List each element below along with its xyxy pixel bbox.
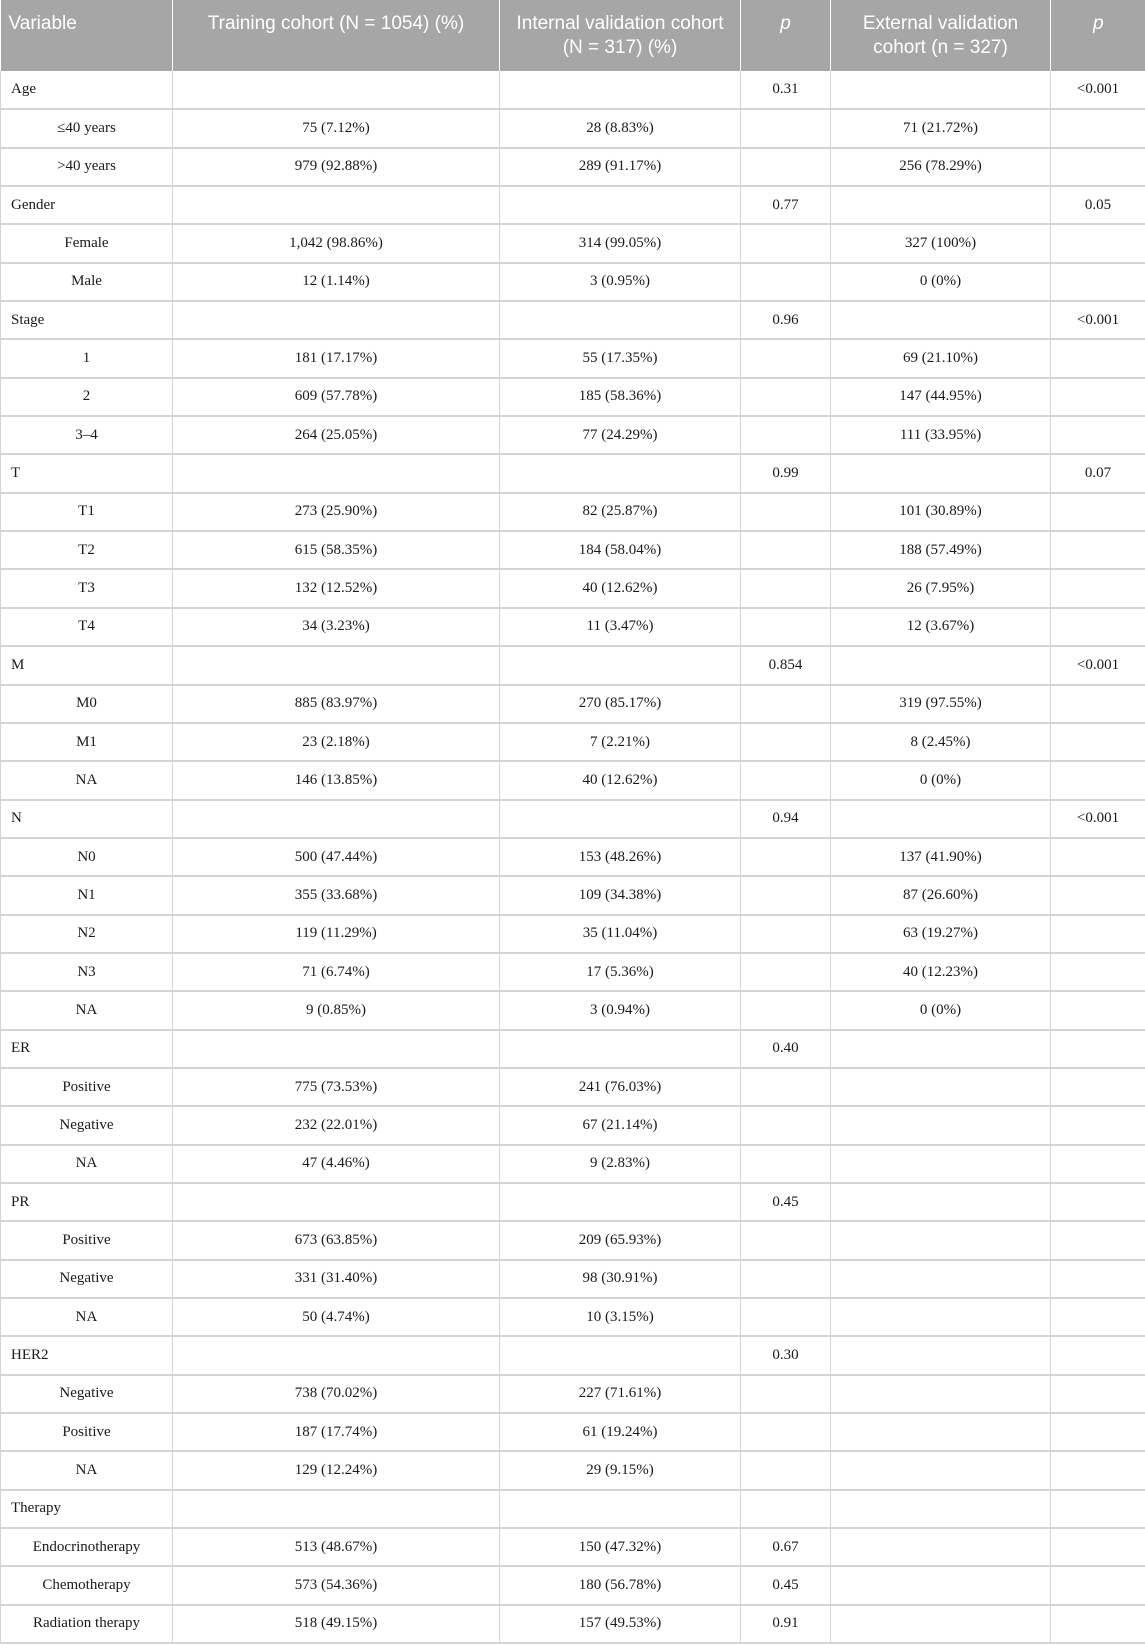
cell-variable: T1 (1, 493, 173, 531)
table-row-category (1, 454, 1145, 492)
table-row (1, 1566, 1145, 1604)
table-row (1, 378, 1145, 416)
cell-variable: Positive (1, 1413, 173, 1451)
cell-external (831, 1413, 1051, 1451)
cell-p-external (1051, 1490, 1145, 1528)
table-row (1, 1413, 1145, 1451)
cell-p-external (1051, 685, 1145, 723)
cell-p-external (1051, 148, 1145, 186)
cell-training: 187 (17.74%) (173, 1413, 500, 1451)
cell-p-internal: 0.67 (741, 1528, 831, 1566)
cell-variable: Negative (1, 1106, 173, 1144)
table-row-category (1, 800, 1145, 838)
table-row (1, 148, 1145, 186)
cell-p-external (1051, 493, 1145, 531)
cell-p-external (1051, 991, 1145, 1029)
cell-external (831, 301, 1051, 339)
table-row (1, 1068, 1145, 1106)
cell-p-internal (741, 915, 831, 953)
cell-p-internal (741, 148, 831, 186)
cell-training: 12 (1.14%) (173, 263, 500, 301)
cell-p-internal (741, 608, 831, 646)
cell-training (173, 1183, 500, 1221)
cell-variable: Endocrinotherapy (1, 1528, 173, 1566)
cell-variable: T (1, 454, 173, 492)
header-p-internal: p (741, 0, 831, 71)
cell-training: 979 (92.88%) (173, 148, 500, 186)
table-row (1, 569, 1145, 607)
cell-p-external (1051, 953, 1145, 991)
cell-external (831, 454, 1051, 492)
cell-p-internal (741, 569, 831, 607)
cell-variable: Radiation therapy (1, 1605, 173, 1643)
cell-external (831, 1528, 1051, 1566)
cell-training: 500 (47.44%) (173, 838, 500, 876)
cell-variable: N2 (1, 915, 173, 953)
cell-training: 513 (48.67%) (173, 1528, 500, 1566)
cell-p-external (1051, 1183, 1145, 1221)
table-row (1, 991, 1145, 1029)
cell-variable: M0 (1, 685, 173, 723)
cell-internal: 11 (3.47%) (500, 608, 741, 646)
cell-p-internal (741, 1490, 831, 1528)
cell-p-external (1051, 1145, 1145, 1183)
cell-p-external: <0.001 (1051, 646, 1145, 684)
cell-internal (500, 454, 741, 492)
cell-p-external (1051, 224, 1145, 262)
header-training-cohort: Training cohort (N = 1054) (%) (173, 0, 500, 71)
cell-internal: 17 (5.36%) (500, 953, 741, 991)
cell-external: 12 (3.67%) (831, 608, 1051, 646)
cell-internal: 77 (24.29%) (500, 416, 741, 454)
cell-external: 101 (30.89%) (831, 493, 1051, 531)
cell-variable: HER2 (1, 1336, 173, 1374)
cell-external: 8 (2.45%) (831, 723, 1051, 761)
cell-variable: >40 years (1, 148, 173, 186)
cell-external (831, 186, 1051, 224)
table-row (1, 1298, 1145, 1336)
cell-variable: Gender (1, 186, 173, 224)
table-row (1, 953, 1145, 991)
cell-p-internal: 0.99 (741, 454, 831, 492)
cell-variable: PR (1, 1183, 173, 1221)
table-row (1, 1451, 1145, 1489)
cell-p-external (1051, 1030, 1145, 1068)
header-internal-validation-cohort: Internal validation cohort (N = 317) (%) (500, 0, 741, 71)
cell-internal: 3 (0.94%) (500, 991, 741, 1029)
cell-training: 1,042 (98.86%) (173, 224, 500, 262)
cell-training: 264 (25.05%) (173, 416, 500, 454)
cell-p-internal: 0.96 (741, 301, 831, 339)
cell-internal (500, 186, 741, 224)
cell-variable: M1 (1, 723, 173, 761)
cell-p-external: <0.001 (1051, 301, 1145, 339)
cell-p-external (1051, 416, 1145, 454)
cell-external (831, 800, 1051, 838)
table-row (1, 685, 1145, 723)
cell-variable: 2 (1, 378, 173, 416)
table-row (1, 1260, 1145, 1298)
cell-external: 188 (57.49%) (831, 531, 1051, 569)
cell-external: 0 (0%) (831, 761, 1051, 799)
cell-training (173, 1490, 500, 1528)
cell-external (831, 1451, 1051, 1489)
cell-p-internal: 0.854 (741, 646, 831, 684)
cell-training: 232 (22.01%) (173, 1106, 500, 1144)
cell-external (831, 1106, 1051, 1144)
table-row (1, 1528, 1145, 1566)
cell-p-internal: 0.31 (741, 71, 831, 109)
cell-external (831, 1145, 1051, 1183)
cell-internal: 40 (12.62%) (500, 761, 741, 799)
table-row-category (1, 186, 1145, 224)
cell-internal: 10 (3.15%) (500, 1298, 741, 1336)
cell-p-internal (741, 1106, 831, 1144)
cell-internal (500, 800, 741, 838)
table-row (1, 761, 1145, 799)
cell-training (173, 1336, 500, 1374)
cell-p-internal (741, 339, 831, 377)
cell-p-internal: 0.45 (741, 1566, 831, 1604)
cell-p-internal (741, 723, 831, 761)
table-row (1, 838, 1145, 876)
cell-internal: 29 (9.15%) (500, 1451, 741, 1489)
cell-training: 132 (12.52%) (173, 569, 500, 607)
cell-p-internal (741, 1298, 831, 1336)
cell-external: 87 (26.60%) (831, 876, 1051, 914)
cell-external (831, 1490, 1051, 1528)
cell-internal: 314 (99.05%) (500, 224, 741, 262)
cell-variable: NA (1, 1145, 173, 1183)
cell-training: 615 (58.35%) (173, 531, 500, 569)
cell-external (831, 1260, 1051, 1298)
cell-internal (500, 1490, 741, 1528)
cell-variable: Stage (1, 301, 173, 339)
cell-p-internal: 0.94 (741, 800, 831, 838)
cell-p-internal (741, 1068, 831, 1106)
cell-p-external (1051, 1528, 1145, 1566)
cell-external: 111 (33.95%) (831, 416, 1051, 454)
table-row (1, 1221, 1145, 1259)
cell-variable: 3–4 (1, 416, 173, 454)
cell-external: 26 (7.95%) (831, 569, 1051, 607)
cell-p-external (1051, 1566, 1145, 1604)
cell-p-external: 0.07 (1051, 454, 1145, 492)
cell-p-internal: 0.45 (741, 1183, 831, 1221)
cell-internal: 241 (76.03%) (500, 1068, 741, 1106)
cell-variable: M (1, 646, 173, 684)
cell-variable: N1 (1, 876, 173, 914)
cell-internal (500, 301, 741, 339)
cell-internal: 185 (58.36%) (500, 378, 741, 416)
cell-p-external (1051, 569, 1145, 607)
header-p-external: p (1051, 0, 1145, 71)
cell-training: 71 (6.74%) (173, 953, 500, 991)
table-row (1, 723, 1145, 761)
table-row (1, 493, 1145, 531)
cell-internal: 28 (8.83%) (500, 109, 741, 147)
cell-training: 75 (7.12%) (173, 109, 500, 147)
cell-training: 181 (17.17%) (173, 339, 500, 377)
cell-p-internal (741, 876, 831, 914)
cell-internal: 109 (34.38%) (500, 876, 741, 914)
cell-external (831, 1030, 1051, 1068)
cell-p-external (1051, 838, 1145, 876)
cell-variable: NA (1, 991, 173, 1029)
table-row (1, 1375, 1145, 1413)
cell-training: 355 (33.68%) (173, 876, 500, 914)
cell-internal: 82 (25.87%) (500, 493, 741, 531)
cell-internal: 227 (71.61%) (500, 1375, 741, 1413)
cell-p-external (1051, 378, 1145, 416)
cell-p-internal (741, 1145, 831, 1183)
cell-training (173, 646, 500, 684)
cell-p-external (1051, 1221, 1145, 1259)
cell-external: 256 (78.29%) (831, 148, 1051, 186)
cell-internal: 98 (30.91%) (500, 1260, 741, 1298)
table-row (1, 416, 1145, 454)
cell-training (173, 1030, 500, 1068)
cell-external (831, 1605, 1051, 1643)
table-row-category (1, 1030, 1145, 1068)
cell-training: 885 (83.97%) (173, 685, 500, 723)
cell-variable: ER (1, 1030, 173, 1068)
cell-training: 609 (57.78%) (173, 378, 500, 416)
cell-training (173, 454, 500, 492)
cell-external: 71 (21.72%) (831, 109, 1051, 147)
cell-external: 63 (19.27%) (831, 915, 1051, 953)
cell-external: 327 (100%) (831, 224, 1051, 262)
cell-internal (500, 1183, 741, 1221)
cell-p-external (1051, 761, 1145, 799)
cell-p-external (1051, 1260, 1145, 1298)
cell-p-internal (741, 531, 831, 569)
cell-p-internal (741, 838, 831, 876)
cell-p-external (1051, 531, 1145, 569)
cell-p-internal (741, 1451, 831, 1489)
header-external-validation-cohort: External validation cohort (n = 327) (831, 0, 1051, 71)
cell-variable: Negative (1, 1375, 173, 1413)
table-row (1, 263, 1145, 301)
table-row (1, 876, 1145, 914)
cell-external (831, 1566, 1051, 1604)
table-body (1, 71, 1145, 1643)
cell-p-external (1051, 608, 1145, 646)
cell-p-external (1051, 1298, 1145, 1336)
cell-external (831, 1375, 1051, 1413)
table-row-category (1, 71, 1145, 109)
cell-internal: 55 (17.35%) (500, 339, 741, 377)
cell-training: 331 (31.40%) (173, 1260, 500, 1298)
cell-training: 119 (11.29%) (173, 915, 500, 953)
cell-internal: 40 (12.62%) (500, 569, 741, 607)
cell-p-external (1051, 1451, 1145, 1489)
cell-internal: 7 (2.21%) (500, 723, 741, 761)
table-header (1, 0, 1145, 71)
cell-p-internal (741, 416, 831, 454)
cell-p-external (1051, 1375, 1145, 1413)
cell-internal: 184 (58.04%) (500, 531, 741, 569)
table-row-category (1, 301, 1145, 339)
table-row (1, 339, 1145, 377)
cell-external (831, 1183, 1051, 1221)
cell-internal (500, 646, 741, 684)
cell-p-internal (741, 685, 831, 723)
header-row (1, 0, 1145, 71)
table-row (1, 224, 1145, 262)
cell-variable: ≤40 years (1, 109, 173, 147)
cell-p-internal (741, 263, 831, 301)
cell-p-external (1051, 723, 1145, 761)
cell-variable: N3 (1, 953, 173, 991)
cell-internal: 150 (47.32%) (500, 1528, 741, 1566)
cell-training: 573 (54.36%) (173, 1566, 500, 1604)
cell-internal: 9 (2.83%) (500, 1145, 741, 1183)
cell-variable: Negative (1, 1260, 173, 1298)
header-variable: Variable (1, 0, 173, 71)
cell-p-external: <0.001 (1051, 71, 1145, 109)
cell-training (173, 800, 500, 838)
cell-external (831, 1221, 1051, 1259)
cell-training: 34 (3.23%) (173, 608, 500, 646)
cell-p-internal (741, 109, 831, 147)
cell-internal (500, 71, 741, 109)
cell-variable: Therapy (1, 1490, 173, 1528)
cell-p-external (1051, 109, 1145, 147)
cell-training: 273 (25.90%) (173, 493, 500, 531)
cell-variable: NA (1, 1451, 173, 1489)
cell-variable: Positive (1, 1221, 173, 1259)
cell-training (173, 301, 500, 339)
cell-p-external (1051, 1605, 1145, 1643)
cell-p-internal: 0.40 (741, 1030, 831, 1068)
cell-p-internal (741, 1375, 831, 1413)
cell-p-internal (741, 761, 831, 799)
cell-internal: 3 (0.95%) (500, 263, 741, 301)
table-row (1, 915, 1145, 953)
cell-training: 23 (2.18%) (173, 723, 500, 761)
cell-training: 47 (4.46%) (173, 1145, 500, 1183)
cell-variable: Positive (1, 1068, 173, 1106)
cell-training (173, 186, 500, 224)
table-row (1, 531, 1145, 569)
cell-variable: Chemotherapy (1, 1566, 173, 1604)
cell-variable: T2 (1, 531, 173, 569)
cell-training: 146 (13.85%) (173, 761, 500, 799)
table-row-category (1, 646, 1145, 684)
cell-p-internal (741, 1260, 831, 1298)
cell-external: 0 (0%) (831, 991, 1051, 1029)
cell-variable: T3 (1, 569, 173, 607)
table-row (1, 608, 1145, 646)
cell-p-internal: 0.91 (741, 1605, 831, 1643)
cell-external: 137 (41.90%) (831, 838, 1051, 876)
cell-p-external: 0.05 (1051, 186, 1145, 224)
cell-external: 0 (0%) (831, 263, 1051, 301)
cell-p-external (1051, 915, 1145, 953)
cell-p-internal (741, 1413, 831, 1451)
cell-internal: 270 (85.17%) (500, 685, 741, 723)
cell-training: 518 (49.15%) (173, 1605, 500, 1643)
cell-external (831, 1068, 1051, 1106)
cell-training: 673 (63.85%) (173, 1221, 500, 1259)
cell-training: 129 (12.24%) (173, 1451, 500, 1489)
cell-external (831, 1336, 1051, 1374)
cell-training: 775 (73.53%) (173, 1068, 500, 1106)
cell-internal (500, 1030, 741, 1068)
cell-variable: N (1, 800, 173, 838)
cell-p-external (1051, 1068, 1145, 1106)
cell-variable: Female (1, 224, 173, 262)
cell-p-internal (741, 224, 831, 262)
cell-variable: NA (1, 761, 173, 799)
cell-p-external: <0.001 (1051, 800, 1145, 838)
cell-external (831, 1298, 1051, 1336)
cell-p-external (1051, 339, 1145, 377)
cell-external (831, 71, 1051, 109)
cell-internal: 289 (91.17%) (500, 148, 741, 186)
cell-p-internal: 0.30 (741, 1336, 831, 1374)
table-row-category (1, 1336, 1145, 1374)
cell-p-internal (741, 953, 831, 991)
table-row (1, 1106, 1145, 1144)
cell-internal: 157 (49.53%) (500, 1605, 741, 1643)
table-row-category (1, 1490, 1145, 1528)
cell-p-internal (741, 493, 831, 531)
cell-p-internal (741, 991, 831, 1029)
cell-external (831, 646, 1051, 684)
cell-p-external (1051, 263, 1145, 301)
cell-training: 738 (70.02%) (173, 1375, 500, 1413)
cell-variable: Male (1, 263, 173, 301)
cell-p-external (1051, 1336, 1145, 1374)
cell-internal: 209 (65.93%) (500, 1221, 741, 1259)
table-row (1, 1605, 1145, 1643)
cell-p-external (1051, 1413, 1145, 1451)
cell-p-external (1051, 1106, 1145, 1144)
cell-training: 9 (0.85%) (173, 991, 500, 1029)
table-row-category (1, 1183, 1145, 1221)
cell-external: 69 (21.10%) (831, 339, 1051, 377)
cell-external: 319 (97.55%) (831, 685, 1051, 723)
cell-training: 50 (4.74%) (173, 1298, 500, 1336)
cell-internal: 35 (11.04%) (500, 915, 741, 953)
cell-p-internal (741, 378, 831, 416)
cell-internal: 61 (19.24%) (500, 1413, 741, 1451)
cell-external: 147 (44.95%) (831, 378, 1051, 416)
cell-internal: 153 (48.26%) (500, 838, 741, 876)
cell-variable: NA (1, 1298, 173, 1336)
table-row (1, 109, 1145, 147)
cell-external: 40 (12.23%) (831, 953, 1051, 991)
cell-internal (500, 1336, 741, 1374)
cell-p-external (1051, 876, 1145, 914)
table-row (1, 1145, 1145, 1183)
cell-internal: 67 (21.14%) (500, 1106, 741, 1144)
cell-variable: T4 (1, 608, 173, 646)
cell-variable: N0 (1, 838, 173, 876)
cell-training (173, 71, 500, 109)
cell-internal: 180 (56.78%) (500, 1566, 741, 1604)
cell-variable: 1 (1, 339, 173, 377)
cell-variable: Age (1, 71, 173, 109)
cell-p-internal (741, 1221, 831, 1259)
cell-p-internal: 0.77 (741, 186, 831, 224)
